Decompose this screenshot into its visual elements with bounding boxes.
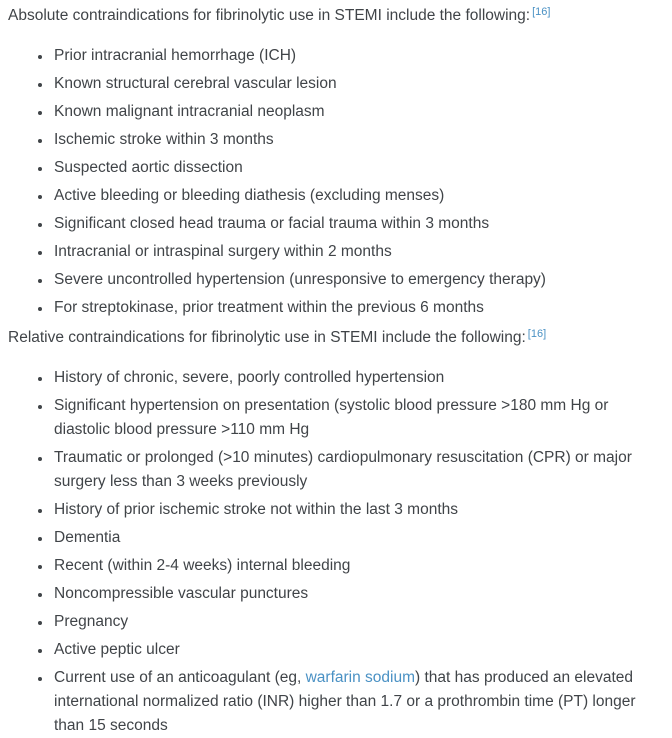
list-item	[52, 44, 662, 68]
list-item	[52, 128, 662, 152]
list-item-text: Intracranial or intraspinal surgery within 2 months	[54, 243, 392, 260]
list-item-text: Known malignant intracranial neoplasm	[54, 103, 325, 120]
list-item-text: Significant hypertension on presentation (systolic blood pressure >180 mm Hg or diastolic blood pressure >110 mm Hg	[54, 397, 609, 438]
reference-superscript	[532, 6, 550, 18]
list-item-text: History of chronic, severe, poorly controlled hypertension	[54, 369, 445, 386]
list-item-text: Severe uncontrolled hypertension (unresponsive to emergency therapy)	[54, 271, 546, 288]
list-item-text: Suspected aortic dissection	[54, 159, 243, 176]
list-item	[52, 582, 662, 606]
list-item-text: Current use of an anticoagulant (eg,	[54, 669, 306, 686]
list-item	[52, 610, 662, 634]
section-intro-text: Relative contraindications for fibrinolytic use in STEMI include the following:	[8, 329, 526, 346]
list-item-text: Noncompressible vascular punctures	[54, 585, 309, 602]
list-item	[52, 446, 662, 494]
reference-link[interactable]: [16]	[527, 328, 547, 340]
section-intro-text: Absolute contraindications for fibrinolytic use in STEMI include the following:	[8, 7, 531, 24]
list-item-text: Pregnancy	[54, 613, 129, 630]
contraindication-list	[8, 44, 662, 320]
list-item	[52, 366, 662, 390]
list-item-text: Active peptic ulcer	[54, 641, 180, 658]
list-item	[52, 184, 662, 208]
warfarin-sodium-link[interactable]: warfarin sodium	[305, 669, 416, 686]
list-item	[52, 240, 662, 264]
contraindication-sections	[8, 6, 662, 738]
section-intro	[8, 328, 662, 348]
list-item-text: Traumatic or prolonged (>10 minutes) cardiopulmonary resuscitation (CPR) or major surgery less than 3 weeks previously	[54, 449, 632, 490]
list-item-text: Prior intracranial hemorrhage (ICH)	[54, 47, 297, 64]
list-item	[52, 498, 662, 522]
list-item-text: ) that has produced an elevated international normalized ratio (INR) higher than 1.7 or a prothrombin time (PT) longer than 15 seconds	[54, 669, 636, 734]
list-item	[52, 296, 662, 320]
list-item-text: For streptokinase, prior treatment within the previous 6 months	[54, 299, 484, 316]
list-item-text: Ischemic stroke within 3 months	[54, 131, 274, 148]
list-item	[52, 268, 662, 292]
list-item-text: Dementia	[54, 529, 121, 546]
article-content	[8, 6, 662, 738]
list-item	[52, 212, 662, 236]
list-item	[52, 526, 662, 550]
list-item	[52, 554, 662, 578]
list-item-text: Significant closed head trauma or facial trauma within 3 months	[54, 215, 490, 232]
list-item	[52, 156, 662, 180]
list-item-text: Active bleeding or bleeding diathesis (excluding menses)	[54, 187, 445, 204]
list-item	[52, 666, 662, 738]
section-intro	[8, 6, 662, 26]
list-item	[52, 100, 662, 124]
list-item	[52, 394, 662, 442]
reference-superscript	[528, 328, 546, 340]
list-item-text: Known structural cerebral vascular lesion	[54, 75, 337, 92]
list-item-text: Recent (within 2-4 weeks) internal bleeding	[54, 557, 351, 574]
contraindication-list	[8, 366, 662, 738]
reference-link[interactable]: [16]	[532, 6, 551, 18]
list-item-text: History of prior ischemic stroke not within the last 3 months	[54, 501, 459, 518]
list-item	[52, 638, 662, 662]
list-item	[52, 72, 662, 96]
